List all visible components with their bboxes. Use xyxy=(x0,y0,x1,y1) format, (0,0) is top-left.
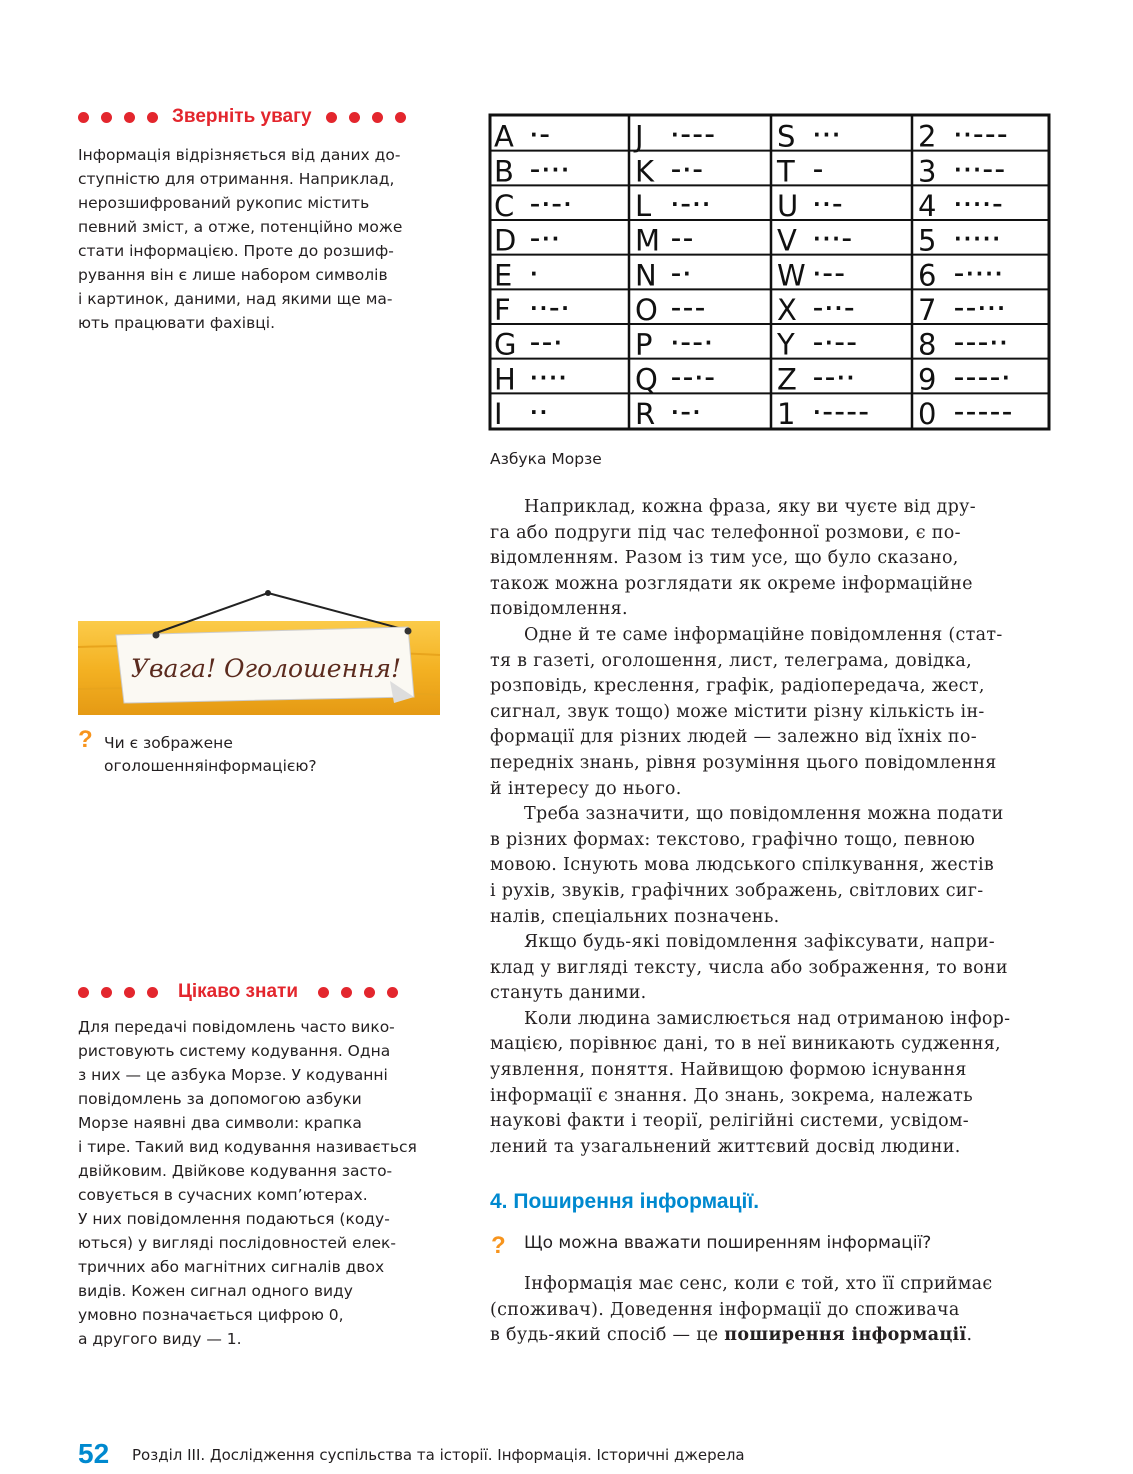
morse-letter: 2 xyxy=(918,119,937,154)
text-line: тя в газеті, оголошення, лист, телеграма, довідка, xyxy=(490,650,972,671)
attention-box-header xyxy=(78,102,440,132)
morse-letter: J xyxy=(635,119,644,154)
morse-code: ––·· xyxy=(813,365,857,390)
text-line: і картинок, даними, над якими ще ма- xyxy=(78,290,393,308)
text-line: га або подруги під час телефонної розмови, є по- xyxy=(490,522,961,543)
interesting-box-header xyxy=(78,977,440,1007)
text-line: мовою. Існують мова людського спілкування, жестів xyxy=(490,855,995,876)
morse-letter: S xyxy=(777,119,796,154)
morse-code: –·–· xyxy=(530,192,574,216)
text-line: Одне й те саме інформаційне повідомлення (стат- xyxy=(524,624,1003,645)
text-line: розповідь, креслення, графік, радіопередача, жест, xyxy=(490,676,985,697)
morse-letter: 4 xyxy=(918,189,937,223)
morse-code: –··· xyxy=(530,157,571,182)
morse-code: –––·· xyxy=(954,330,1010,355)
text-line: сигнал, звук тощо) може містити різну кількість ін- xyxy=(490,701,985,722)
text-line: Наприклад, кожна фраза, яку ви чуєте від дру- xyxy=(524,497,976,517)
morse-code: ····– xyxy=(954,192,1005,216)
morse-letter: B xyxy=(494,154,514,189)
morse-code: –– xyxy=(671,226,695,251)
morse-letter: 9 xyxy=(918,362,937,397)
text-line: налів, спеціальних позначень. xyxy=(490,906,780,927)
morse-letter: Q xyxy=(635,362,658,397)
morse-caption: Азбука Морзе xyxy=(490,450,602,468)
text-line: і тире. Такий вид кодування називається xyxy=(78,1138,417,1156)
text-line: формації для різних людей — залежно від їхніх по- xyxy=(490,727,977,748)
morse-code: ·––– xyxy=(671,122,717,147)
morse-letter: P xyxy=(635,327,653,362)
morse-code: ·–– xyxy=(813,261,847,286)
text-line: й інтересу до нього. xyxy=(490,778,682,799)
text-line: рування він є лише набором символів xyxy=(78,266,388,284)
page-number: 52 xyxy=(78,1438,110,1469)
morse-code: ––· xyxy=(530,330,564,355)
morse-code: ––––– xyxy=(954,400,1014,424)
paragraph xyxy=(490,802,1055,930)
morse-code: –· xyxy=(671,261,693,286)
text-line: клад у вигляді тексту, числа або зображення, то вони xyxy=(490,957,1008,978)
header-dots-left xyxy=(78,987,158,998)
morse-letter: H xyxy=(494,362,516,397)
text-line: (споживач). Доведення інформації до споживача xyxy=(490,1299,960,1320)
question-mark-icon: ? xyxy=(78,726,93,753)
text-line: наукові факти і теорії, релігійні системи, усвідом- xyxy=(490,1111,970,1132)
morse-code: · xyxy=(530,261,540,286)
text-line: совується в сучасних комп’ютерах. xyxy=(78,1186,368,1204)
attention-box-text xyxy=(78,143,438,335)
morse-code: ··–· xyxy=(530,296,571,320)
text-line: ються) у вигляді послідовностей елек- xyxy=(78,1234,396,1252)
paragraph xyxy=(490,1007,1055,1161)
text-line: інформацією? xyxy=(203,757,317,775)
attention-box-title: Зверніть увагу xyxy=(172,106,312,127)
morse-code: ––··· xyxy=(954,296,1007,320)
morse-letter: T xyxy=(777,154,795,189)
paragraph xyxy=(490,495,1055,623)
morse-code: ·· xyxy=(530,400,550,424)
morse-code: –·–– xyxy=(813,330,859,355)
morse-letter: 5 xyxy=(918,223,937,258)
header-dots-right xyxy=(318,987,398,998)
text-line: інформації є знання. До знань, зокрема, належать xyxy=(490,1085,973,1106)
text-line: відомленням. Разом із тим усе, що було сказано, xyxy=(490,548,959,569)
announcement-sign-image xyxy=(78,585,440,715)
morse-letter: D xyxy=(494,223,517,258)
morse-letter: 0 xyxy=(918,397,937,431)
morse-letter: E xyxy=(494,258,513,293)
morse-code-table xyxy=(488,113,1053,431)
morse-code: – xyxy=(813,157,825,182)
morse-code: ·–· xyxy=(671,400,703,424)
morse-letter: 7 xyxy=(918,293,937,327)
morse-letter: 1 xyxy=(777,397,796,431)
morse-code: ·–––– xyxy=(813,400,871,424)
text-line: двійковим. Двійкове кодування засто- xyxy=(78,1162,393,1180)
header-dots-left xyxy=(78,112,158,123)
text-line: стануть даними. xyxy=(490,983,647,1004)
morse-letter: I xyxy=(494,397,503,431)
text-line: уявлення, поняття. Найвищою формою існування xyxy=(490,1060,967,1081)
morse-letter: C xyxy=(494,189,515,223)
morse-letter: G xyxy=(494,327,517,362)
final-paragraph xyxy=(490,1272,1055,1349)
morse-code: ––·– xyxy=(671,365,717,390)
morse-code: ·––· xyxy=(671,330,715,355)
nail xyxy=(265,590,271,596)
text-line: Морзе наявні два символи: крапка xyxy=(78,1114,362,1132)
header-dots-right xyxy=(326,112,406,123)
text-line: Інформація відрізняється від даних до- xyxy=(78,146,401,164)
text-line: Треба зазначити, що повідомлення можна подати xyxy=(524,804,1004,825)
morse-code: –·– xyxy=(671,157,705,182)
morse-code: –··– xyxy=(813,296,857,320)
text-line: також можна розглядати як окреме інформаційне xyxy=(490,573,973,594)
text-line: У них повідомлення подаються (коду- xyxy=(78,1210,390,1228)
morse-code: ·– xyxy=(530,122,552,147)
morse-letter: A xyxy=(494,119,514,154)
morse-letter: Y xyxy=(777,327,795,362)
morse-code: ··– xyxy=(813,192,845,216)
morse-letter: L xyxy=(635,189,652,223)
text-fragment: в будь-який спосіб — це xyxy=(490,1325,725,1346)
morse-letter: V xyxy=(777,223,797,258)
text-line: в різних формах: текстово, графічно тощо, певною xyxy=(490,829,976,850)
text-line: умовно позначається цифрою 0, xyxy=(78,1306,344,1324)
text-line: видів. Кожен сигнал одного виду xyxy=(78,1282,353,1300)
morse-code: ·–·· xyxy=(671,192,712,216)
text-line: Коли людина замислюється над отриманою інфор- xyxy=(524,1008,1011,1029)
morse-code: –·· xyxy=(530,226,562,251)
morse-code: ····· xyxy=(954,226,1002,251)
morse-letter: U xyxy=(777,189,799,223)
notice-question xyxy=(78,726,438,778)
morse-letter: 3 xyxy=(918,154,937,189)
morse-letter: X xyxy=(777,293,797,327)
text-line: ступністю для отримання. Наприклад, xyxy=(78,170,395,188)
text-line: Якщо будь-які повідомлення зафіксувати, напри- xyxy=(524,932,996,953)
text-line: тричних або магнітних сигналів двох xyxy=(78,1258,385,1276)
morse-code: ···· xyxy=(530,365,569,390)
interesting-box-title: Цікаво знати xyxy=(178,981,299,1002)
morse-code: ···– xyxy=(813,226,854,251)
text-line: мацією, порівнює дані, то в неї виникають судження, xyxy=(490,1034,1001,1055)
text-line: а другого виду — 1. xyxy=(78,1330,242,1348)
main-body-text xyxy=(490,495,1055,1160)
text-line: повідомлень за допомогою азбуки xyxy=(78,1090,362,1108)
morse-letter: 6 xyxy=(918,258,937,293)
text-line: і рухів, звуків, графічних зображень, світлових сиг- xyxy=(490,880,984,901)
interesting-box-text xyxy=(78,1015,438,1351)
morse-letter: O xyxy=(635,293,658,327)
text-line: ють працювати фахівці. xyxy=(78,314,276,332)
morse-code: ––– xyxy=(671,296,707,320)
text-line: нерозшифрований рукопис містить xyxy=(78,194,370,212)
section-heading: 4. Поширення інформації. xyxy=(490,1190,760,1213)
morse-code: ···–– xyxy=(954,157,1007,182)
morse-letter: W xyxy=(777,258,806,293)
paragraph xyxy=(490,623,1055,802)
section-question: Що можна вважати поширенням інформації? xyxy=(524,1233,932,1253)
text-line: певний зміст, а отже, потенційно може xyxy=(78,218,403,236)
question-mark-icon: ? xyxy=(491,1232,506,1259)
notice-question-text xyxy=(78,732,438,778)
bold-term: поширення інформації xyxy=(724,1325,967,1346)
morse-code: –···· xyxy=(954,261,1005,286)
sign-text: Увага! Оголошення! xyxy=(130,654,402,683)
morse-letter: F xyxy=(494,293,511,327)
text-line: Інформація має сенс, коли є той, хто її сприймає xyxy=(524,1274,993,1294)
text-line: Чи є зображене оголошення xyxy=(104,734,233,775)
text-line: лений та узагальнений життєвий досвід людини. xyxy=(490,1136,961,1157)
text-line: передніх знань, рівня розуміння цього повідомлення xyxy=(490,752,997,773)
morse-letter: 8 xyxy=(918,327,937,362)
running-footer: Розділ ІІІ. Дослідження суспільства та історії. Інформація. Історичні джерела xyxy=(132,1446,745,1464)
text-line: з них — це азбука Морзе. У кодуванні xyxy=(78,1066,388,1084)
text-fragment: . xyxy=(966,1325,973,1346)
morse-letter: K xyxy=(635,154,655,189)
morse-code: ··· xyxy=(813,122,842,147)
morse-letter: Z xyxy=(777,362,797,397)
text-line: Для передачі повідомлень часто вико- xyxy=(78,1018,395,1036)
morse-letter: M xyxy=(635,223,661,258)
morse-code: ––––· xyxy=(954,365,1012,390)
text-line xyxy=(490,1323,1055,1349)
morse-letter: R xyxy=(635,397,656,431)
text-line: повідомлення. xyxy=(490,599,628,620)
text-line: ристовують систему кодування. Одна xyxy=(78,1042,391,1060)
morse-letter: N xyxy=(635,258,657,293)
morse-code: ··––– xyxy=(954,122,1010,147)
text-line: стати інформацією. Проте до розшиф- xyxy=(78,242,394,260)
paragraph xyxy=(490,930,1055,1007)
